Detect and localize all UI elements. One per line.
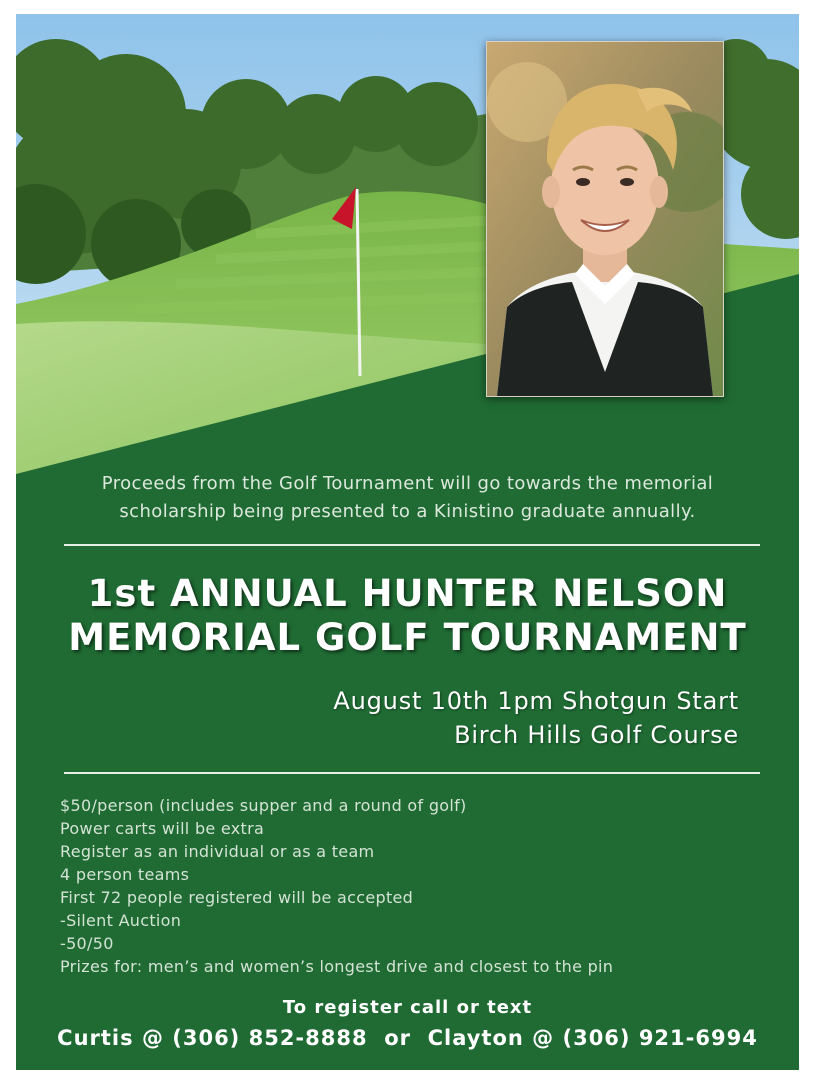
intro-line: scholarship being presented to a Kinistino graduate annually. [119,501,696,522]
poster [16,14,799,1070]
details-item: $50/person (includes supper and a round of golf) [60,796,467,815]
details-item: Prizes for: men’s and women’s longest drive and closest to the pin [60,957,614,976]
memorial-portrait-photo [486,41,724,397]
register-contacts: Curtis @ (306) 852-8888 or Clayton @ (306) 921-6994 [57,1026,758,1050]
proceeds-statement [46,470,769,526]
event-title [16,572,799,660]
details-item: 4 person teams [60,865,190,884]
details-item: -50/50 [60,934,114,953]
register-heading: To register call or text [282,997,533,1018]
event-date-time: August 10th 1pm Shotgun Start [333,687,739,715]
details-item: Register as an individual or as a team [60,842,375,861]
title-line: 1st ANNUAL HUNTER NELSON [87,572,728,615]
divider [64,544,760,546]
title-line: MEMORIAL GOLF TOURNAMENT [68,616,747,659]
intro-line: Proceeds from the Golf Tournament will go towards the memorial [101,473,714,494]
event-location: Birch Hills Golf Course [454,721,739,749]
details-item: First 72 people registered will be accepted [60,888,414,907]
details-item: -Silent Auction [60,911,182,930]
portrait-illustration [487,42,723,396]
details-item: Power carts will be extra [60,819,265,838]
divider [64,772,760,774]
details-list [60,794,740,978]
event-info [239,684,739,752]
